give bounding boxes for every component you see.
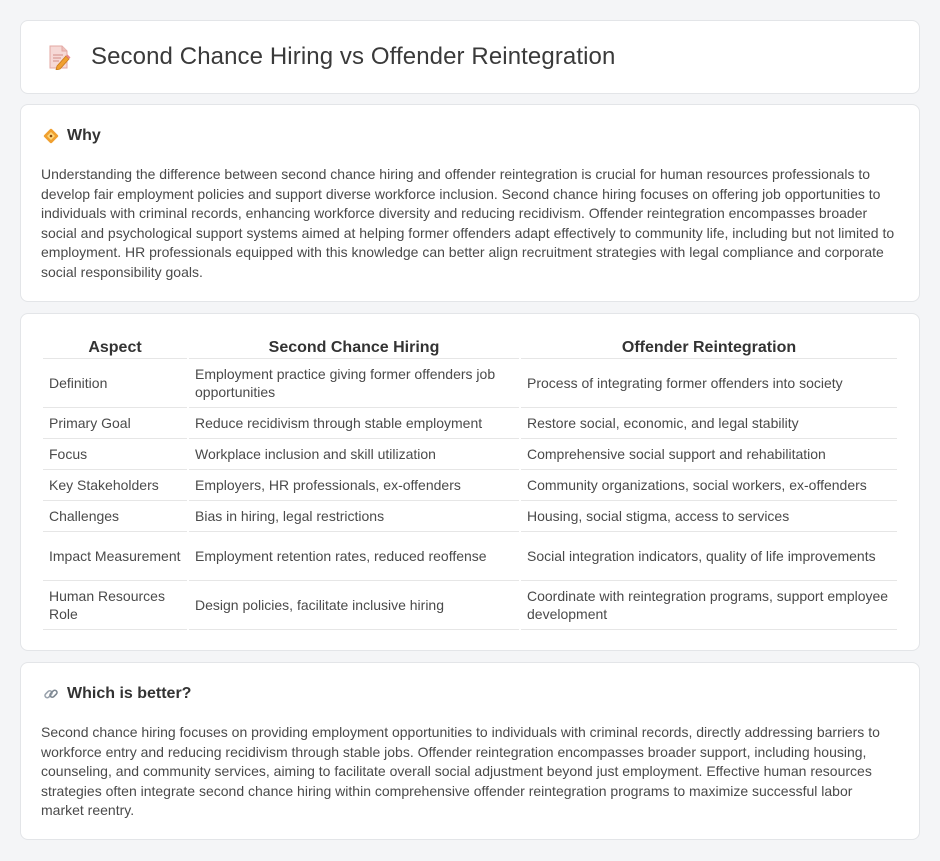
document-pencil-icon [47,44,71,70]
table-row [43,408,897,439]
table-row [43,439,897,470]
second-chance-cell: Reduce recidivism through stable employment [189,408,519,439]
second-chance-cell: Employers, HR professionals, ex-offenders [189,470,519,501]
table-row [43,501,897,532]
table-row [43,470,897,501]
aspect-cell: Definition [43,359,187,408]
reintegration-cell: Process of integrating former offenders into society [521,359,897,408]
aspect-cell: Impact Measurement [43,532,187,581]
table-row [43,581,897,630]
better-heading-row [43,685,191,703]
why-heading-row [43,127,101,145]
page-title-row [47,43,615,71]
second-chance-cell: Bias in hiring, legal restrictions [189,501,519,532]
reintegration-cell: Restore social, economic, and legal stability [521,408,897,439]
better-paragraph: Second chance hiring focuses on providing employment opportunities to individuals with criminal records, directly addressing barriers to workforce entry and reducing recidivism through stable jobs. Offender reintegration encompasses broader support, including housing, counseling, and community services, aiming to facilitate overall social adjustment beyond just employment. Effective human resources strategies often integrate second chance hiring within comprehensive offender reintegration programs to maximize successful labor market reentry. [41,724,880,819]
table-row [43,359,897,408]
aspect-cell: Primary Goal [43,408,187,439]
header-card [20,20,920,94]
reintegration-cell: Social integration indicators, quality of life improvements [521,532,897,581]
why-paragraph: Understanding the difference between second chance hiring and offender reintegration is crucial for human resources professionals to develop fair employment policies and support diverse workforce inclusion. Second chance hiring focuses on offering job opportunities to individuals with criminal records, enhancing workforce diversity and reducing recidivism. Offender reintegration encompasses broader social and psychological support systems aimed at helping former offenders adapt effectively to community life, including but not limited to employment. HR professionals equipped with this knowledge can better align recruitment strategies with legal compliance and corporate social responsibility goals. [41,166,895,280]
column-header-second-chance-hiring: Second Chance Hiring [189,337,519,359]
comparison-section [20,313,920,651]
second-chance-cell: Workplace inclusion and skill utilization [189,439,519,470]
reintegration-cell: Coordinate with reintegration programs, support employee development [521,581,897,630]
aspect-cell: Focus [43,439,187,470]
aspect-cell: Key Stakeholders [43,470,187,501]
column-header-aspect: Aspect [43,337,187,359]
why-heading: Why [67,127,101,144]
reintegration-cell: Community organizations, social workers, ex-offenders [521,470,897,501]
page-title: Second Chance Hiring vs Offender Reintegration [91,43,616,70]
table-row [43,532,897,581]
second-chance-cell: Employment practice giving former offenders job opportunities [189,359,519,408]
aspect-cell: Human Resources Role [43,581,187,630]
reintegration-cell: Comprehensive social support and rehabilitation [521,439,897,470]
reintegration-cell: Housing, social stigma, access to services [521,501,897,532]
comparison-table [41,337,899,630]
column-header-offender-reintegration: Offender Reintegration [521,337,897,359]
second-chance-cell: Employment retention rates, reduced reoffense [189,532,519,581]
second-chance-cell: Design policies, facilitate inclusive hiring [189,581,519,630]
diamond-sign-icon [43,128,59,144]
table-header-row [43,337,897,359]
aspect-cell: Challenges [43,501,187,532]
link-icon [43,686,59,702]
which-is-better-section [20,662,920,840]
why-section [20,104,920,302]
better-heading: Which is better? [67,685,192,702]
